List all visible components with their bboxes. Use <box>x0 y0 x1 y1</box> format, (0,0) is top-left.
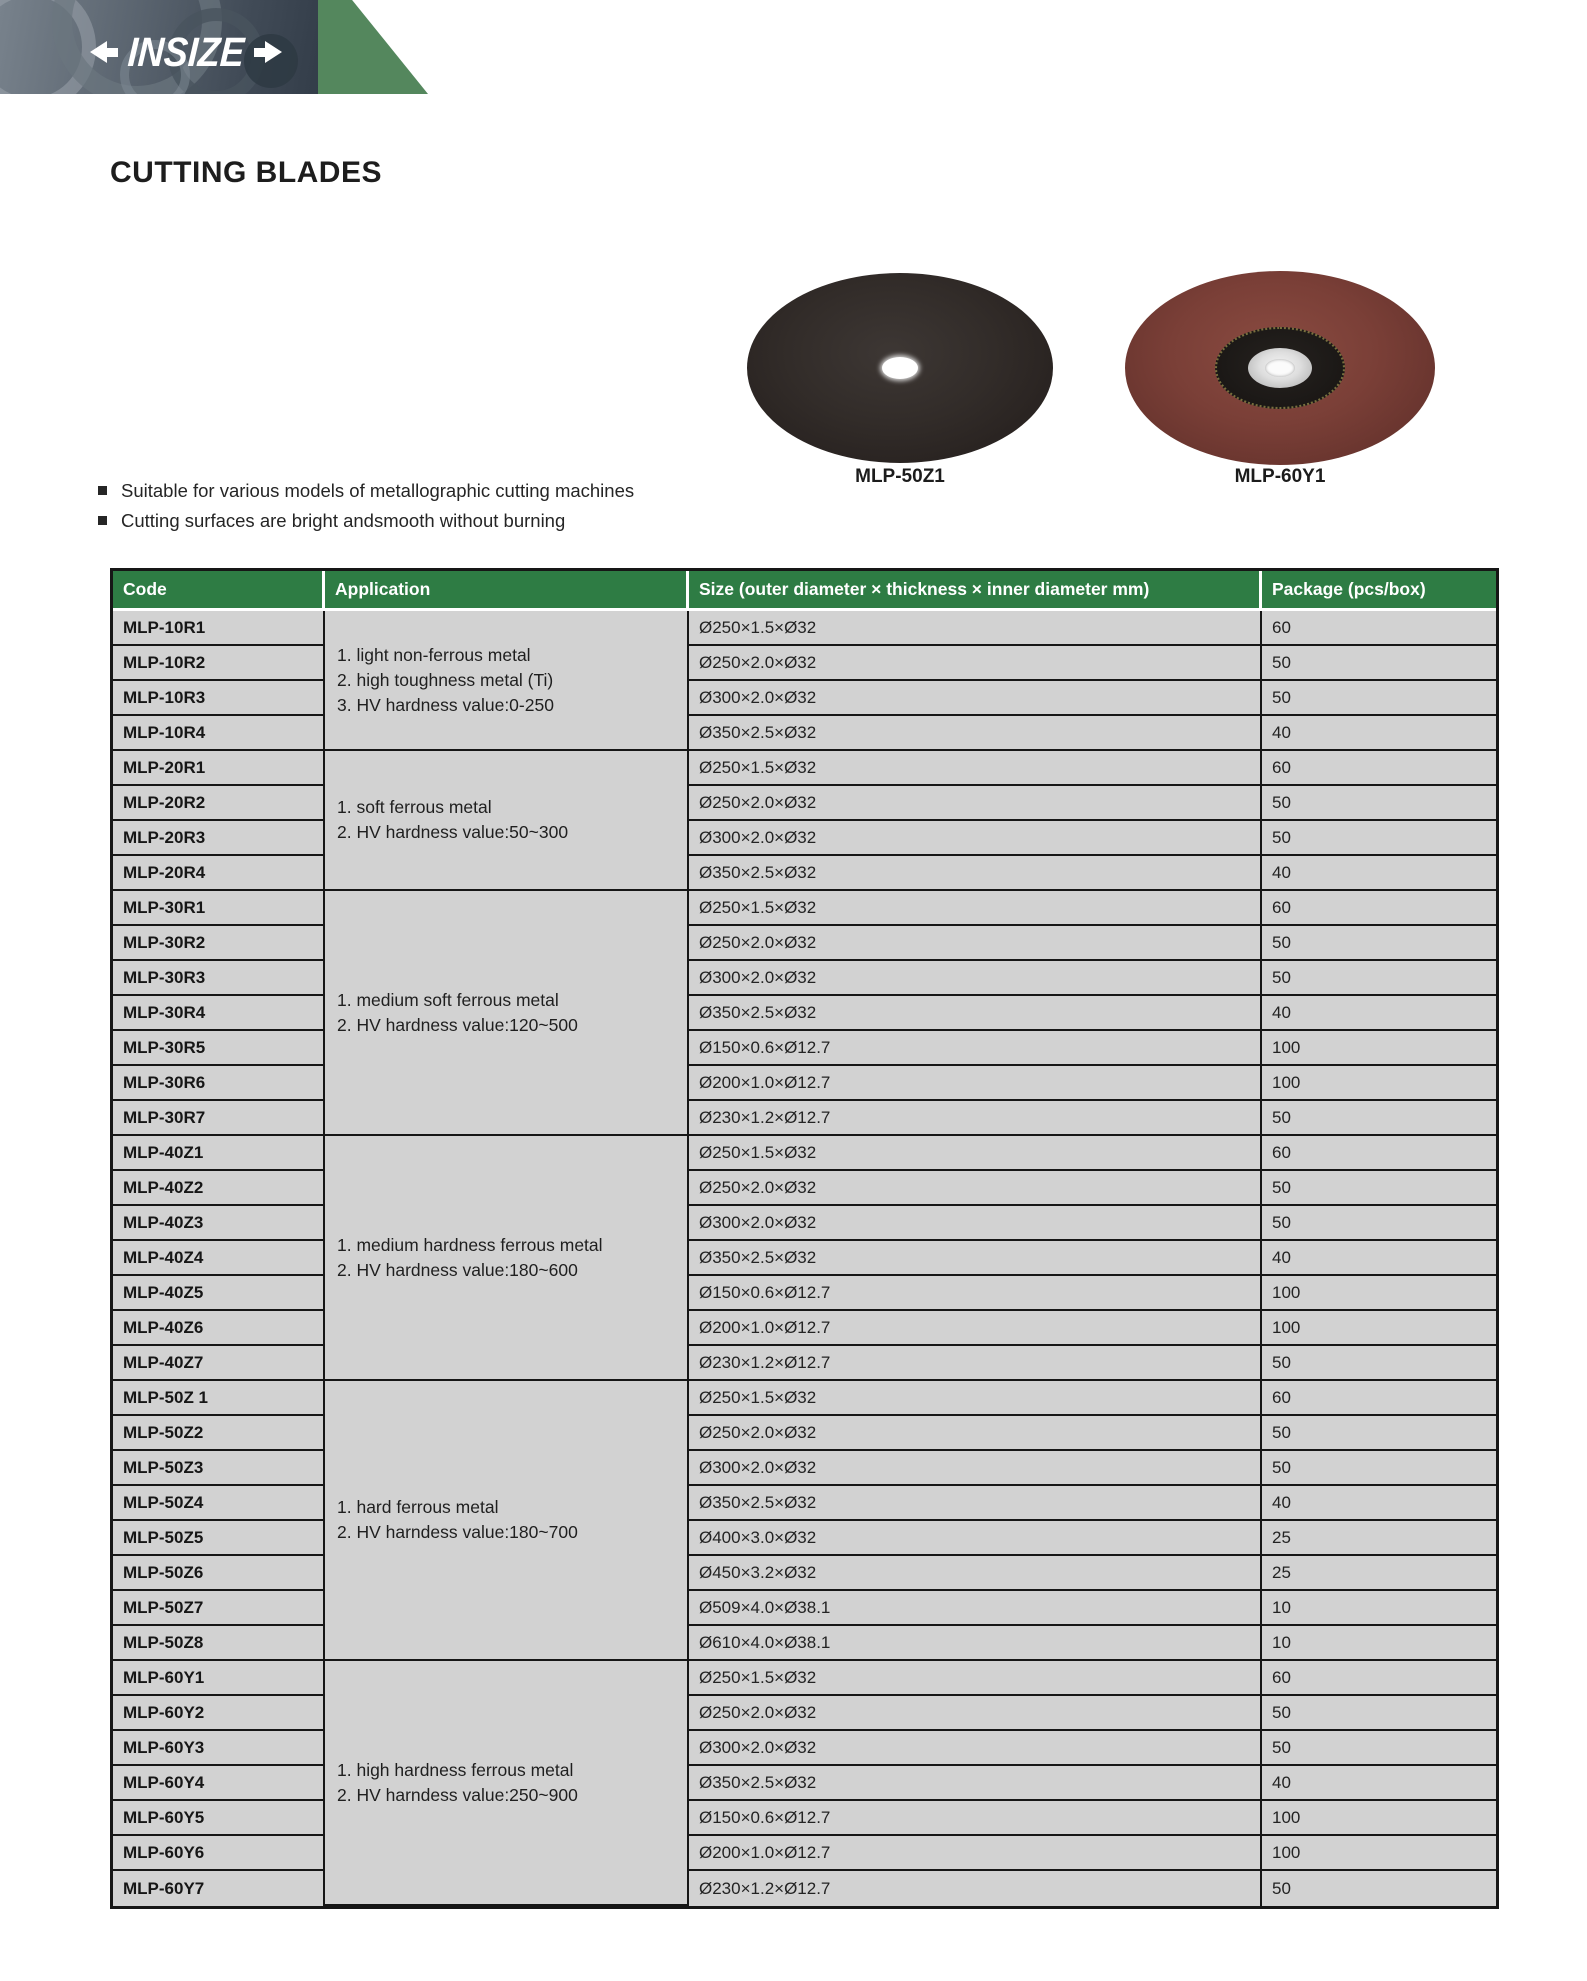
table-row <box>113 961 1496 996</box>
table-row <box>113 1836 1496 1871</box>
code-cell: MLP-60Y4 <box>113 1766 325 1801</box>
package-cell: 40 <box>1262 716 1496 751</box>
table-header-row <box>113 571 1496 611</box>
size-cell: Ø250×2.0×Ø32 <box>689 1416 1262 1451</box>
application-line: 1. light non-ferrous metal <box>337 644 531 665</box>
package-cell: 100 <box>1262 1066 1496 1101</box>
code-cell: MLP-60Y5 <box>113 1801 325 1836</box>
application-line: 2. HV harndess value:180~700 <box>337 1522 578 1542</box>
size-cell: Ø350×2.5×Ø32 <box>689 1486 1262 1521</box>
code-cell: MLP-40Z3 <box>113 1206 325 1241</box>
feature-item <box>98 479 634 503</box>
code-cell: MLP-30R4 <box>113 996 325 1031</box>
application-line: 1. soft ferrous metal <box>337 797 492 817</box>
size-cell: Ø300×2.0×Ø32 <box>689 1731 1262 1766</box>
table-row <box>113 1766 1496 1801</box>
package-cell: 50 <box>1262 1416 1496 1451</box>
table-row <box>113 821 1496 856</box>
application-line: 1. high hardness ferrous metal <box>337 1759 574 1780</box>
insize-logo <box>90 28 282 76</box>
application-cell <box>325 1381 689 1661</box>
package-cell: 50 <box>1262 786 1496 821</box>
package-cell: 40 <box>1262 856 1496 891</box>
table-row <box>113 1626 1496 1661</box>
size-cell: Ø350×2.5×Ø32 <box>689 716 1262 751</box>
package-cell: 10 <box>1262 1591 1496 1626</box>
application-line: 2. high toughness metal (Ti) <box>337 669 554 690</box>
size-cell: Ø150×0.6×Ø12.7 <box>689 1801 1262 1836</box>
logo-right-arrow-icon <box>265 41 282 63</box>
table-row <box>113 1311 1496 1346</box>
column-header-application: Application <box>325 571 689 611</box>
package-cell: 60 <box>1262 891 1496 926</box>
application-cell <box>325 891 689 1136</box>
table-row <box>113 1241 1496 1276</box>
table-row <box>113 751 1496 786</box>
code-cell: MLP-10R4 <box>113 716 325 751</box>
size-cell: Ø250×1.5×Ø32 <box>689 1136 1262 1171</box>
size-cell: Ø300×2.0×Ø32 <box>689 961 1262 996</box>
application-line: 3. HV hardness value:0-250 <box>337 694 554 715</box>
package-cell: 60 <box>1262 751 1496 786</box>
size-cell: Ø400×3.0×Ø32 <box>689 1521 1262 1556</box>
table-row <box>113 1591 1496 1626</box>
size-cell: Ø300×2.0×Ø32 <box>689 821 1262 856</box>
table-row <box>113 1521 1496 1556</box>
blade-hub <box>1215 327 1345 409</box>
logo-text: INSIZE <box>126 29 246 75</box>
product-label: MLP-50Z1 <box>855 466 945 487</box>
size-cell: Ø300×2.0×Ø32 <box>689 681 1262 716</box>
package-cell: 60 <box>1262 611 1496 646</box>
size-cell: Ø350×2.5×Ø32 <box>689 1241 1262 1276</box>
application-line: 2. HV hardness value:180~600 <box>337 1259 578 1280</box>
size-cell: Ø350×2.5×Ø32 <box>689 996 1262 1031</box>
code-cell: MLP-60Y7 <box>113 1871 325 1906</box>
blade-washer <box>1248 348 1312 388</box>
size-cell: Ø200×1.0×Ø12.7 <box>689 1836 1262 1871</box>
code-cell: MLP-40Z7 <box>113 1346 325 1381</box>
application-line: 1. hard ferrous metal <box>337 1497 499 1517</box>
blade-center-hole <box>882 357 918 379</box>
table-row <box>113 681 1496 716</box>
table-row <box>113 856 1496 891</box>
table-row <box>113 611 1496 646</box>
application-line: 1. medium hardness ferrous metal <box>337 1234 603 1255</box>
table-row <box>113 996 1496 1031</box>
spec-table <box>110 568 1499 1909</box>
table-row <box>113 1801 1496 1836</box>
code-cell: MLP-60Y3 <box>113 1731 325 1766</box>
blade-washer-hole <box>1265 359 1295 377</box>
code-cell: MLP-60Y2 <box>113 1696 325 1731</box>
application-line: 1. medium soft ferrous metal <box>337 989 559 1010</box>
table-row <box>113 1066 1496 1101</box>
code-cell: MLP-30R5 <box>113 1031 325 1066</box>
code-cell: MLP-20R1 <box>113 751 325 786</box>
size-cell: Ø250×1.5×Ø32 <box>689 1661 1262 1696</box>
logo-left-arrow-bar <box>107 48 118 57</box>
square-bullet-icon <box>98 486 107 495</box>
size-cell: Ø230×1.2×Ø12.7 <box>689 1871 1262 1906</box>
package-cell: 60 <box>1262 1381 1496 1416</box>
package-cell: 50 <box>1262 1731 1496 1766</box>
package-cell: 100 <box>1262 1031 1496 1066</box>
square-bullet-icon <box>98 516 107 525</box>
column-header-size: Size (outer diameter × thickness × inner diameter mm) <box>689 571 1262 611</box>
table-row <box>113 1031 1496 1066</box>
package-cell: 50 <box>1262 1206 1496 1241</box>
code-cell: MLP-20R3 <box>113 821 325 856</box>
code-cell: MLP-50Z4 <box>113 1486 325 1521</box>
package-cell: 50 <box>1262 1696 1496 1731</box>
size-cell: Ø250×1.5×Ø32 <box>689 611 1262 646</box>
size-cell: Ø200×1.0×Ø12.7 <box>689 1066 1262 1101</box>
application-line: 2. HV hardness value:50~300 <box>337 822 569 842</box>
size-cell: Ø509×4.0×Ø38.1 <box>689 1591 1262 1626</box>
table-header <box>113 571 1496 611</box>
product-label: MLP-60Y1 <box>1234 466 1326 487</box>
size-cell: Ø250×1.5×Ø32 <box>689 891 1262 926</box>
column-header-code: Code <box>113 571 325 611</box>
size-cell: Ø250×2.0×Ø32 <box>689 646 1262 681</box>
logo-right-arrow-bar <box>254 48 265 57</box>
table-row <box>113 1381 1496 1416</box>
package-cell: 25 <box>1262 1521 1496 1556</box>
size-cell: Ø250×1.5×Ø32 <box>689 1381 1262 1416</box>
code-cell: MLP-40Z6 <box>113 1311 325 1346</box>
code-cell: MLP-50Z2 <box>113 1416 325 1451</box>
package-cell: 100 <box>1262 1311 1496 1346</box>
table-row <box>113 786 1496 821</box>
application-cell <box>325 1136 689 1381</box>
size-cell: Ø230×1.2×Ø12.7 <box>689 1101 1262 1136</box>
table-row <box>113 1451 1496 1486</box>
code-cell: MLP-50Z8 <box>113 1626 325 1661</box>
package-cell: 50 <box>1262 926 1496 961</box>
feature-text: Cutting surfaces are bright andsmooth without burning <box>121 510 566 531</box>
package-cell: 40 <box>1262 1766 1496 1801</box>
package-cell: 100 <box>1262 1836 1496 1871</box>
code-cell: MLP-30R3 <box>113 961 325 996</box>
code-cell: MLP-50Z3 <box>113 1451 325 1486</box>
code-cell: MLP-20R4 <box>113 856 325 891</box>
page-title: CUTTING BLADES <box>110 156 382 189</box>
size-cell: Ø300×2.0×Ø32 <box>689 1206 1262 1241</box>
table-row <box>113 926 1496 961</box>
package-cell: 100 <box>1262 1801 1496 1836</box>
size-cell: Ø250×2.0×Ø32 <box>689 1696 1262 1731</box>
code-cell: MLP-10R2 <box>113 646 325 681</box>
package-cell: 25 <box>1262 1556 1496 1591</box>
header-banner <box>0 0 1587 94</box>
application-cell <box>325 1661 689 1906</box>
feature-text: Suitable for various models of metallographic cutting machines <box>121 480 635 501</box>
feature-list <box>98 479 634 539</box>
size-cell: Ø610×4.0×Ø38.1 <box>689 1626 1262 1661</box>
size-cell: Ø300×2.0×Ø32 <box>689 1451 1262 1486</box>
table-row <box>113 1136 1496 1171</box>
application-cell <box>325 751 689 891</box>
size-cell: Ø250×1.5×Ø32 <box>689 751 1262 786</box>
package-cell: 50 <box>1262 821 1496 856</box>
size-cell: Ø250×2.0×Ø32 <box>689 786 1262 821</box>
green-chevron <box>318 0 428 94</box>
table-row <box>113 1171 1496 1206</box>
package-cell: 50 <box>1262 961 1496 996</box>
table-body <box>113 611 1496 1906</box>
application-line: 2. HV harndess value:250~900 <box>337 1784 578 1805</box>
size-cell: Ø450×3.2×Ø32 <box>689 1556 1262 1591</box>
code-cell: MLP-30R2 <box>113 926 325 961</box>
table-row <box>113 1661 1496 1696</box>
package-cell: 50 <box>1262 1451 1496 1486</box>
table-row <box>113 1556 1496 1591</box>
table-row <box>113 1486 1496 1521</box>
table-row <box>113 1346 1496 1381</box>
code-cell: MLP-50Z 1 <box>113 1381 325 1416</box>
code-cell: MLP-30R7 <box>113 1101 325 1136</box>
table-row <box>113 891 1496 926</box>
package-cell: 50 <box>1262 681 1496 716</box>
table-row <box>113 1206 1496 1241</box>
code-cell: MLP-60Y6 <box>113 1836 325 1871</box>
size-cell: Ø230×1.2×Ø12.7 <box>689 1346 1262 1381</box>
package-cell: 10 <box>1262 1626 1496 1661</box>
package-cell: 50 <box>1262 1101 1496 1136</box>
code-cell: MLP-60Y1 <box>113 1661 325 1696</box>
size-cell: Ø350×2.5×Ø32 <box>689 856 1262 891</box>
table-row <box>113 1731 1496 1766</box>
feature-item <box>98 509 634 533</box>
table-row <box>113 716 1496 751</box>
package-cell: 50 <box>1262 1871 1496 1906</box>
code-cell: MLP-40Z2 <box>113 1171 325 1206</box>
table-row <box>113 646 1496 681</box>
package-cell: 50 <box>1262 1346 1496 1381</box>
application-cell <box>325 611 689 751</box>
table-row <box>113 1101 1496 1136</box>
package-cell: 60 <box>1262 1661 1496 1696</box>
package-cell: 50 <box>1262 1171 1496 1206</box>
package-cell: 50 <box>1262 646 1496 681</box>
logo-left-arrow-icon <box>90 41 107 63</box>
code-cell: MLP-30R6 <box>113 1066 325 1101</box>
package-cell: 60 <box>1262 1136 1496 1171</box>
package-cell: 100 <box>1262 1276 1496 1311</box>
code-cell: MLP-10R3 <box>113 681 325 716</box>
table-row <box>113 1871 1496 1906</box>
size-cell: Ø250×2.0×Ø32 <box>689 1171 1262 1206</box>
code-cell: MLP-40Z4 <box>113 1241 325 1276</box>
size-cell: Ø150×0.6×Ø12.7 <box>689 1031 1262 1066</box>
size-cell: Ø350×2.5×Ø32 <box>689 1766 1262 1801</box>
code-cell: MLP-30R1 <box>113 891 325 926</box>
code-cell: MLP-20R2 <box>113 786 325 821</box>
code-cell: MLP-40Z5 <box>113 1276 325 1311</box>
product-image-red-cutting-blade <box>1125 271 1435 465</box>
code-cell: MLP-10R1 <box>113 611 325 646</box>
size-cell: Ø250×2.0×Ø32 <box>689 926 1262 961</box>
code-cell: MLP-50Z7 <box>113 1591 325 1626</box>
table-row <box>113 1276 1496 1311</box>
product-image-black-cutting-blade <box>747 273 1053 463</box>
size-cell: Ø150×0.6×Ø12.7 <box>689 1276 1262 1311</box>
package-cell: 40 <box>1262 1486 1496 1521</box>
application-line: 2. HV hardness value:120~500 <box>337 1014 578 1035</box>
size-cell: Ø200×1.0×Ø12.7 <box>689 1311 1262 1346</box>
code-cell: MLP-40Z1 <box>113 1136 325 1171</box>
code-cell: MLP-50Z5 <box>113 1521 325 1556</box>
code-cell: MLP-50Z6 <box>113 1556 325 1591</box>
column-header-package: Package (pcs/box) <box>1262 571 1496 611</box>
package-cell: 40 <box>1262 1241 1496 1276</box>
package-cell: 40 <box>1262 996 1496 1031</box>
table-row <box>113 1696 1496 1731</box>
table-row <box>113 1416 1496 1451</box>
